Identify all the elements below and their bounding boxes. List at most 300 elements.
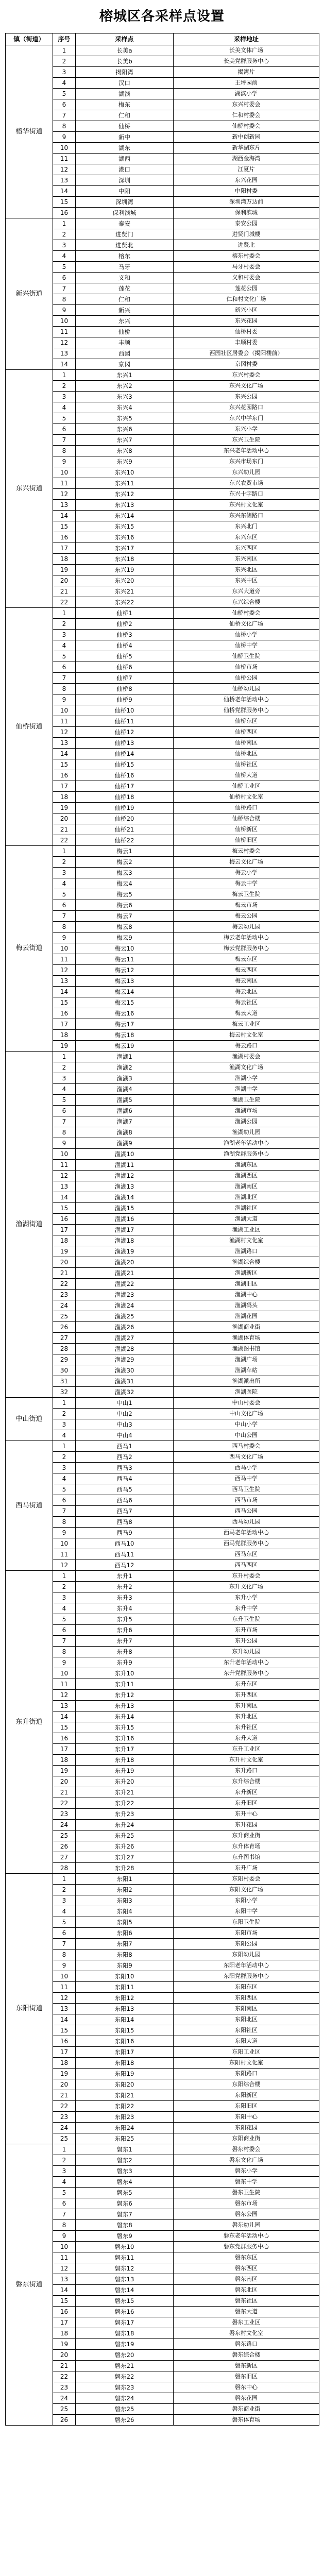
sampling-point-cell: 仙桥13 (76, 738, 174, 749)
row-index-cell: 14 (53, 1192, 76, 1203)
sampling-point-cell: 仙桥18 (76, 792, 174, 803)
sampling-address-cell: 仙桥南区 (174, 738, 319, 749)
row-index-cell: 8 (53, 684, 76, 694)
table-row (6, 2025, 319, 2036)
sampling-point-cell: 渔湖1 (76, 1052, 174, 1062)
table-row (6, 1495, 319, 1506)
sampling-point-cell: 磐东7 (76, 2209, 174, 2220)
sampling-address-cell: 东升幼儿园 (174, 1647, 319, 1657)
header-address: 采样地址 (174, 33, 319, 45)
row-index-cell: 10 (53, 316, 76, 327)
sampling-address-cell: 东升工业区 (174, 1744, 319, 1755)
row-index-cell: 18 (53, 1235, 76, 1246)
row-index-cell: 11 (53, 478, 76, 489)
row-index-cell: 7 (53, 673, 76, 684)
table-row (6, 1452, 319, 1463)
table-row (6, 1657, 319, 1668)
sampling-address-cell: 东阳工业区 (174, 2047, 319, 2058)
row-index-cell: 15 (53, 759, 76, 770)
sampling-point-cell: 西马7 (76, 1506, 174, 1517)
row-index-cell: 18 (53, 554, 76, 565)
table-row (6, 532, 319, 543)
table-row (6, 716, 319, 727)
table-body (6, 45, 319, 2426)
row-index-cell: 8 (53, 922, 76, 933)
sampling-address-cell: 东阳小学 (174, 1895, 319, 1906)
table-row (6, 1052, 319, 1062)
table-row (6, 1722, 319, 1733)
sampling-point-cell: 渔湖31 (76, 1376, 174, 1387)
table-row (6, 2123, 319, 2133)
sampling-address-cell: 磐东卫生院 (174, 2188, 319, 2198)
table-row (6, 976, 319, 987)
sampling-address-cell: 东兴农贸市场 (174, 478, 319, 489)
sampling-point-cell: 渔湖11 (76, 1160, 174, 1171)
table-row (6, 2393, 319, 2404)
row-index-cell: 6 (53, 1495, 76, 1506)
sampling-point-cell: 磐东15 (76, 2296, 174, 2307)
table-row (6, 1820, 319, 1831)
sampling-address-cell: 西马文化广场 (174, 1452, 319, 1463)
row-index-cell: 2 (53, 1885, 76, 1895)
sampling-point-cell: 磐东5 (76, 2188, 174, 2198)
table-row (6, 2079, 319, 2090)
sampling-address-cell: 东阳西区 (174, 1993, 319, 2004)
sampling-point-cell: 磐东11 (76, 2252, 174, 2263)
sampling-point-cell: 渔湖4 (76, 1084, 174, 1095)
sampling-point-cell: 中山2 (76, 1409, 174, 1419)
table-row (6, 1344, 319, 1354)
row-index-cell: 10 (53, 943, 76, 954)
sampling-point-cell: 西马9 (76, 1528, 174, 1538)
row-index-cell: 14 (53, 987, 76, 997)
sampling-address-cell: 渔湖小学 (174, 1073, 319, 1084)
table-row (6, 521, 319, 532)
sampling-point-cell: 东升25 (76, 1831, 174, 1841)
district-name-cell: 新兴街道 (6, 218, 53, 370)
table-row (6, 1279, 319, 1290)
row-index-cell: 14 (53, 511, 76, 521)
sampling-address-cell: 渔湖幼儿园 (174, 1127, 319, 1138)
sampling-point-cell: 深圳湾 (76, 197, 174, 208)
sampling-point-cell: 泰安 (76, 218, 174, 229)
sampling-point-cell: 渔湖15 (76, 1203, 174, 1214)
table-row (6, 586, 319, 597)
sampling-point-cell: 中山4 (76, 1430, 174, 1441)
sampling-address-cell: 仙桥工业区 (174, 781, 319, 792)
sampling-point-cell: 东兴 (76, 316, 174, 327)
row-index-cell: 17 (53, 543, 76, 554)
sampling-address-cell: 渔湖旧区 (174, 1279, 319, 1290)
row-index-cell: 19 (53, 1246, 76, 1257)
sampling-point-cell: 东升19 (76, 1766, 174, 1776)
sampling-point-cell: 东兴13 (76, 500, 174, 511)
table-row (6, 1149, 319, 1160)
table-row (6, 2036, 319, 2047)
row-index-cell: 22 (53, 597, 76, 608)
row-index-cell: 24 (53, 1820, 76, 1831)
sampling-point-cell: 渔湖2 (76, 1062, 174, 1073)
sampling-address-cell: 仙桥综合楼 (174, 814, 319, 824)
sampling-point-cell: 西马1 (76, 1441, 174, 1452)
table-row (6, 262, 319, 273)
sampling-address-cell: 渔湖工业区 (174, 1225, 319, 1235)
table-row (6, 2177, 319, 2188)
table-row (6, 1766, 319, 1776)
row-index-cell: 25 (53, 1311, 76, 1322)
sampling-point-cell: 渔湖16 (76, 1214, 174, 1225)
row-index-cell: 10 (53, 2242, 76, 2252)
table-row (6, 1290, 319, 1300)
sampling-point-cell: 东升18 (76, 1755, 174, 1766)
row-index-cell: 3 (53, 1463, 76, 1473)
row-index-cell: 7 (53, 435, 76, 446)
row-index-cell: 18 (53, 792, 76, 803)
table-row (6, 738, 319, 749)
row-index-cell: 31 (53, 1376, 76, 1387)
sampling-point-cell: 仙桥 (76, 121, 174, 132)
row-index-cell: 6 (53, 1106, 76, 1116)
table-row (6, 1711, 319, 1722)
sampling-address-cell: 渔湖社区 (174, 1203, 319, 1214)
sampling-point-cell: 仁和 (76, 294, 174, 305)
sampling-address-cell: 梅云工业区 (174, 1019, 319, 1030)
row-index-cell: 10 (53, 1149, 76, 1160)
table-row (6, 597, 319, 608)
table-row (6, 305, 319, 316)
sampling-point-cell: 东阳12 (76, 1993, 174, 2004)
table-row (6, 1138, 319, 1149)
sampling-point-cell: 东兴6 (76, 424, 174, 435)
table-row (6, 1214, 319, 1225)
row-index-cell: 22 (53, 835, 76, 846)
sampling-address-cell: 西马卫生院 (174, 1484, 319, 1495)
table-row (6, 2242, 319, 2252)
table-row (6, 2328, 319, 2339)
sampling-address-cell: 东升广场 (174, 1863, 319, 1874)
row-index-cell: 10 (53, 1971, 76, 1982)
table-row (6, 1062, 319, 1073)
row-index-cell: 1 (53, 45, 76, 56)
sampling-point-cell: 东阳8 (76, 1950, 174, 1960)
row-index-cell: 15 (53, 2296, 76, 2307)
sampling-point-cell: 渔湖3 (76, 1073, 174, 1084)
table-row (6, 2317, 319, 2328)
sampling-address-cell: 西马中学 (174, 1473, 319, 1484)
table-row (6, 1171, 319, 1181)
sampling-address-cell: 东阳南区 (174, 2004, 319, 2014)
sampling-address-cell: 中山文化广场 (174, 1409, 319, 1419)
table-row (6, 2263, 319, 2274)
sampling-point-cell: 渔湖28 (76, 1344, 174, 1354)
sampling-point-cell: 磐东22 (76, 2371, 174, 2382)
sampling-point-cell: 仙桥8 (76, 684, 174, 694)
row-index-cell: 6 (53, 1928, 76, 1939)
row-index-cell: 11 (53, 327, 76, 337)
sampling-address-cell: 东升大道 (174, 1733, 319, 1744)
table-row (6, 1733, 319, 1744)
sampling-point-cell: 渔湖22 (76, 1279, 174, 1290)
sampling-address-cell: 东阳路口 (174, 2069, 319, 2079)
table-row (6, 110, 319, 121)
row-index-cell: 2 (53, 229, 76, 240)
table-row (6, 2415, 319, 2426)
table-row (6, 1549, 319, 1560)
table-row (6, 878, 319, 889)
table-row (6, 489, 319, 500)
row-index-cell: 3 (53, 1419, 76, 1430)
sampling-point-cell: 东兴9 (76, 456, 174, 467)
sampling-point-cell: 梅云1 (76, 846, 174, 857)
row-index-cell: 5 (53, 413, 76, 424)
table-row (6, 2112, 319, 2123)
row-index-cell: 6 (53, 273, 76, 283)
row-index-cell: 13 (53, 348, 76, 359)
sampling-address-cell: 渔湖西区 (174, 1171, 319, 1181)
sampling-address-cell: 西马公园 (174, 1506, 319, 1517)
header-site: 采样点 (76, 33, 174, 45)
sampling-point-cell: 东升9 (76, 1657, 174, 1668)
table-row (6, 835, 319, 846)
table-row (6, 143, 319, 154)
row-index-cell: 10 (53, 143, 76, 154)
sampling-point-cell: 东阳5 (76, 1917, 174, 1928)
row-index-cell: 7 (53, 911, 76, 922)
table-row (6, 575, 319, 586)
sampling-point-cell: 东兴8 (76, 446, 174, 456)
row-index-cell: 8 (53, 1950, 76, 1960)
row-index-cell: 13 (53, 976, 76, 987)
row-index-cell: 13 (53, 175, 76, 186)
sampling-point-cell: 东阳6 (76, 1928, 174, 1939)
table-row (6, 911, 319, 922)
sampling-address-cell: 东阳市场 (174, 1928, 319, 1939)
sampling-point-cell: 东兴4 (76, 402, 174, 413)
row-index-cell: 4 (53, 78, 76, 89)
row-index-cell: 15 (53, 2025, 76, 2036)
sampling-address-cell: 东升党群服务中心 (174, 1668, 319, 1679)
table-row (6, 2371, 319, 2382)
sampling-point-cell: 东兴12 (76, 489, 174, 500)
sampling-address-cell: 梅云西区 (174, 965, 319, 976)
table-row (6, 251, 319, 262)
sampling-address-cell: 西马老年活动中心 (174, 1528, 319, 1538)
table-row (6, 1917, 319, 1928)
table-row (6, 1181, 319, 1192)
row-index-cell: 2 (53, 1409, 76, 1419)
sampling-point-cell: 东阳4 (76, 1906, 174, 1917)
district-name-cell: 榕华街道 (6, 45, 53, 218)
sampling-address-cell: 进贤北 (174, 240, 319, 251)
sampling-point-cell: 新中 (76, 132, 174, 143)
row-index-cell: 28 (53, 1344, 76, 1354)
sampling-point-cell: 渔湖21 (76, 1268, 174, 1279)
sampling-point-cell: 进贤门 (76, 229, 174, 240)
sampling-point-cell: 磐东17 (76, 2317, 174, 2328)
row-index-cell: 12 (53, 727, 76, 738)
table-row (6, 1387, 319, 1398)
sampling-point-cell: 渔湖14 (76, 1192, 174, 1203)
sampling-address-cell: 东阳卫生院 (174, 1917, 319, 1928)
sampling-point-cell: 东升10 (76, 1668, 174, 1679)
table-row (6, 1376, 319, 1387)
row-index-cell: 1 (53, 846, 76, 857)
sampling-address-cell: 东升村文化室 (174, 1755, 319, 1766)
row-index-cell: 12 (53, 965, 76, 976)
sampling-address-cell: 东升体育场 (174, 1841, 319, 1852)
table-row (6, 1582, 319, 1592)
sampling-address-cell: 梅云公园 (174, 911, 319, 922)
sampling-address-cell: 东阳社区 (174, 2025, 319, 2036)
sampling-address-cell: 榕东村委会 (174, 251, 319, 262)
sampling-address-cell: 仙桥中学 (174, 640, 319, 651)
sampling-point-cell: 东升3 (76, 1592, 174, 1603)
sampling-address-cell: 东阳中学 (174, 1906, 319, 1917)
table-row (6, 781, 319, 792)
row-index-cell: 19 (53, 2339, 76, 2350)
sampling-address-cell: 磐东工业区 (174, 2317, 319, 2328)
table-row (6, 1636, 319, 1647)
table-row (6, 1192, 319, 1203)
table-row (6, 67, 319, 78)
sampling-address-cell: 仙桥大道 (174, 770, 319, 781)
sampling-address-cell: 磐东商业街 (174, 2404, 319, 2415)
row-index-cell: 2 (53, 56, 76, 67)
sampling-address-cell: 东升旧区 (174, 1798, 319, 1809)
sampling-address-cell: 西马党群服务中心 (174, 1538, 319, 1549)
sampling-point-cell: 东升11 (76, 1679, 174, 1690)
row-index-cell: 9 (53, 1528, 76, 1538)
sampling-address-cell: 东升社区 (174, 1722, 319, 1733)
sampling-point-cell: 东升7 (76, 1636, 174, 1647)
sampling-address-cell: 东兴小学 (174, 424, 319, 435)
row-index-cell: 21 (53, 824, 76, 835)
row-index-cell: 11 (53, 1982, 76, 1993)
table-row (6, 132, 319, 143)
sampling-address-cell: 东升商业街 (174, 1831, 319, 1841)
sampling-point-cell: 仙桥12 (76, 727, 174, 738)
table-row (6, 2285, 319, 2296)
table-row (6, 294, 319, 305)
district-name-cell: 西马街道 (6, 1441, 53, 1571)
row-index-cell: 13 (53, 1701, 76, 1711)
sampling-address-cell: 东兴公园 (174, 392, 319, 402)
sampling-point-cell: 仙桥15 (76, 759, 174, 770)
sampling-address-cell: 东阳文化广场 (174, 1885, 319, 1895)
row-index-cell: 13 (53, 1181, 76, 1192)
table-row (6, 99, 319, 110)
table-row (6, 2144, 319, 2155)
table-row (6, 2209, 319, 2220)
row-index-cell: 16 (53, 1733, 76, 1744)
header-index: 序号 (53, 33, 76, 45)
sampling-address-cell: 泰安公园 (174, 218, 319, 229)
row-index-cell: 10 (53, 705, 76, 716)
sampling-address-cell: 磐东旧区 (174, 2371, 319, 2382)
sampling-point-cell: 梅云5 (76, 889, 174, 900)
sampling-address-cell: 磐东市场 (174, 2198, 319, 2209)
sampling-address-cell: 磐东西区 (174, 2263, 319, 2274)
table-row (6, 1528, 319, 1538)
sampling-point-cell: 东阳14 (76, 2014, 174, 2025)
sampling-point-cell: 东兴7 (76, 435, 174, 446)
sampling-address-cell: 渔湖派出所 (174, 1376, 319, 1387)
sampling-address-cell: 东兴幼儿园 (174, 467, 319, 478)
sampling-address-cell: 磐东老年活动中心 (174, 2231, 319, 2242)
row-index-cell: 6 (53, 662, 76, 673)
table-row (6, 1787, 319, 1798)
sampling-address-cell: 仙桥文化广场 (174, 619, 319, 630)
table-row (6, 1008, 319, 1019)
sampling-address-cell: 东升卫生院 (174, 1614, 319, 1625)
table-row (6, 651, 319, 662)
sampling-point-cell: 东阳22 (76, 2101, 174, 2112)
row-index-cell: 7 (53, 1506, 76, 1517)
table-row (6, 175, 319, 186)
sampling-address-cell: 东升市场 (174, 1625, 319, 1636)
sampling-point-cell: 榕东 (76, 251, 174, 262)
sampling-address-cell: 渔湖广场 (174, 1354, 319, 1365)
sampling-address-cell: 东兴卫生院 (174, 435, 319, 446)
table-row (6, 1798, 319, 1809)
sampling-point-cell: 梅云10 (76, 943, 174, 954)
sampling-address-cell: 东兴综合楼 (174, 597, 319, 608)
sampling-address-cell: 东兴市场东门 (174, 456, 319, 467)
sampling-address-cell: 东升村委会 (174, 1571, 319, 1582)
row-index-cell: 8 (53, 2220, 76, 2231)
row-index-cell: 25 (53, 2404, 76, 2415)
sampling-point-cell: 东阳24 (76, 2123, 174, 2133)
row-index-cell: 26 (53, 2415, 76, 2426)
table-row (6, 2047, 319, 2058)
sampling-point-cell: 东升5 (76, 1614, 174, 1625)
table-row (6, 543, 319, 554)
sampling-address-cell: 东阳中心 (174, 2112, 319, 2123)
table-row (6, 1809, 319, 1820)
sampling-point-cell: 梅云3 (76, 868, 174, 878)
row-index-cell: 27 (53, 1333, 76, 1344)
table-row (6, 2350, 319, 2361)
row-index-cell: 2 (53, 381, 76, 392)
table-row (6, 2361, 319, 2371)
row-index-cell: 9 (53, 933, 76, 943)
sampling-address-cell: 东阳大道 (174, 2036, 319, 2047)
sampling-point-cell: 渔湖20 (76, 1257, 174, 1268)
table-row (6, 987, 319, 997)
table-row (6, 565, 319, 575)
table-row (6, 900, 319, 911)
sampling-point-cell: 东兴2 (76, 381, 174, 392)
row-index-cell: 12 (53, 1560, 76, 1571)
sampling-point-cell: 渔湖27 (76, 1333, 174, 1344)
sampling-point-cell: 梅云7 (76, 911, 174, 922)
sampling-point-cell: 磐东9 (76, 2231, 174, 2242)
sampling-point-cell: 渔湖19 (76, 1246, 174, 1257)
row-index-cell: 15 (53, 1203, 76, 1214)
table-row (6, 1982, 319, 1993)
table-row (6, 1560, 319, 1571)
table-row (6, 56, 319, 67)
sampling-address-cell: 西马幼儿园 (174, 1517, 319, 1528)
row-index-cell: 2 (53, 1452, 76, 1463)
sampling-point-cell: 渔湖13 (76, 1181, 174, 1192)
row-index-cell: 3 (53, 868, 76, 878)
row-index-cell: 19 (53, 565, 76, 575)
row-index-cell: 18 (53, 2328, 76, 2339)
sampling-address-cell: 东升公园 (174, 1636, 319, 1647)
row-index-cell: 15 (53, 997, 76, 1008)
row-index-cell: 17 (53, 1744, 76, 1755)
